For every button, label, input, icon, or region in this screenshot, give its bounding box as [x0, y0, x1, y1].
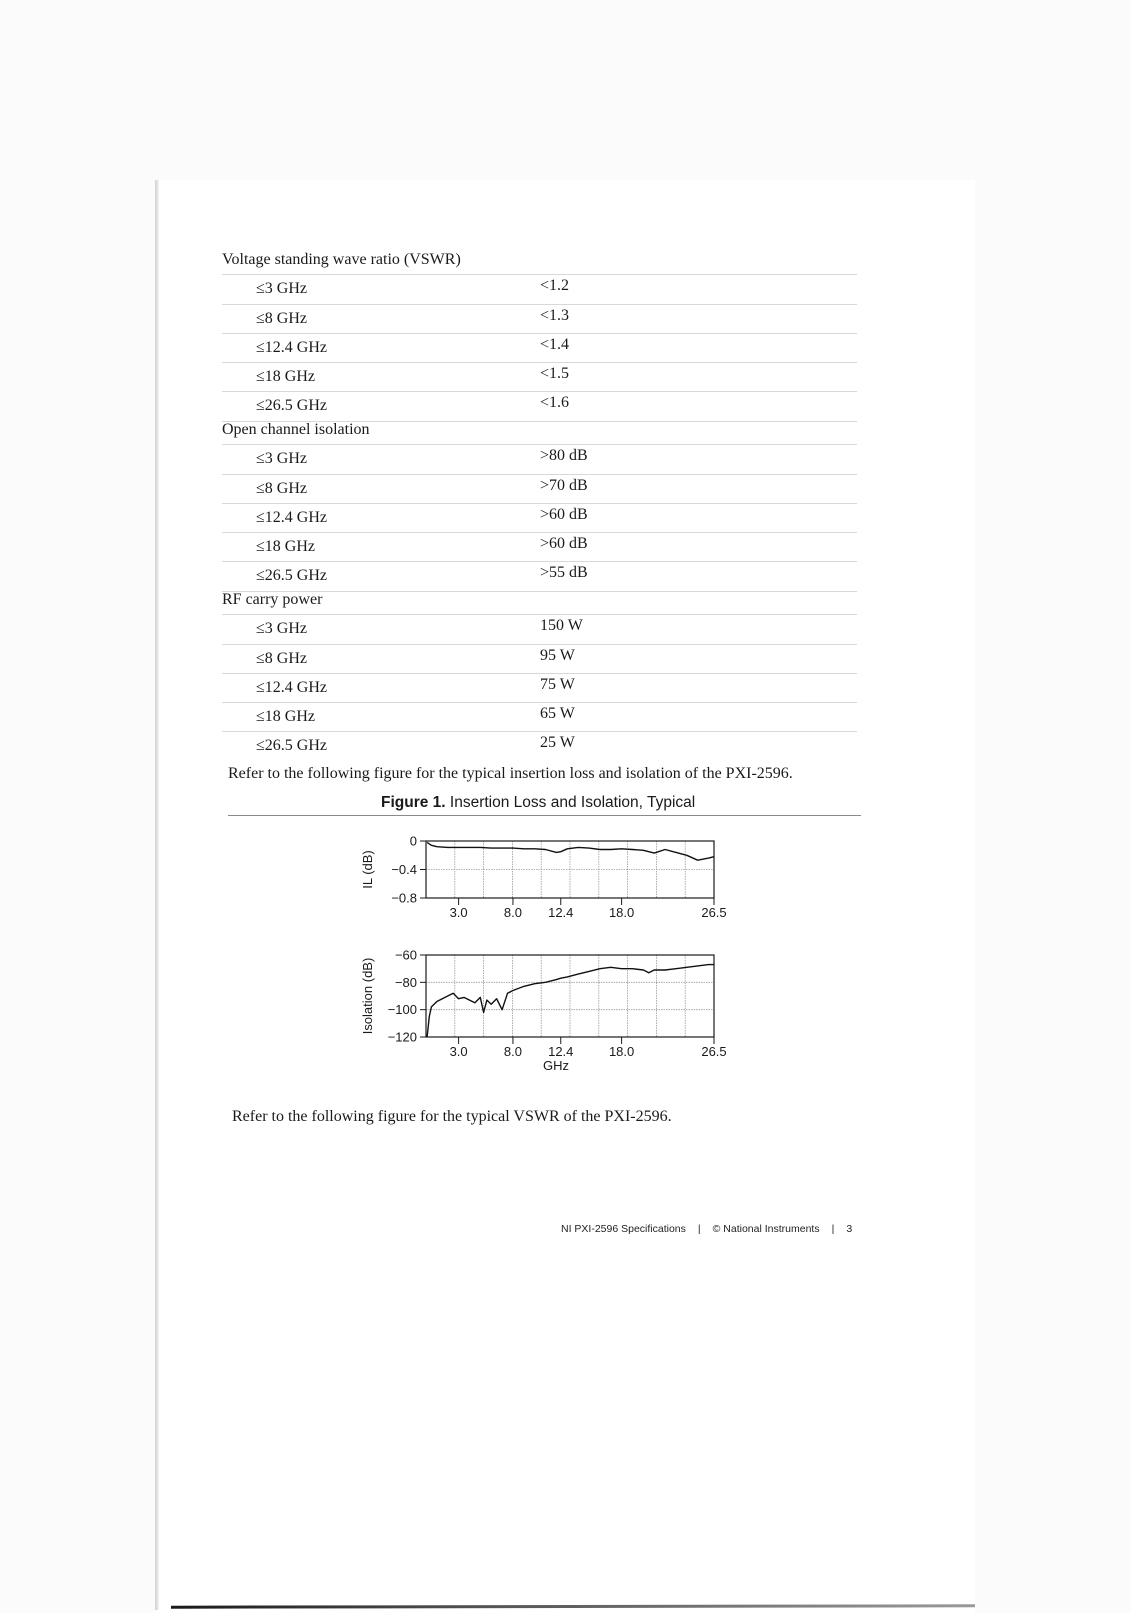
spec-label: ≤26.5 GHz	[256, 737, 327, 755]
spec-label: ≤18 GHz	[256, 368, 315, 386]
section-title: Open channel isolation	[222, 421, 370, 438]
spec-label: ≤3 GHz	[256, 450, 307, 468]
insertion-loss-chart	[350, 830, 730, 920]
section-header-rf-power	[222, 586, 857, 615]
spec-value: >80 dB	[540, 447, 588, 465]
insertion-loss-reference-text: Refer to the following figure for the typical insertion loss and isolation of the PXI-2596.	[228, 765, 793, 782]
svg-text:8.0: 8.0	[503, 905, 522, 920]
spec-label: ≤26.5 GHz	[256, 567, 327, 585]
spec-row	[222, 363, 857, 392]
spec-value: >60 dB	[540, 535, 588, 553]
spec-value: <1.4	[540, 335, 570, 353]
footer-copyright: © National Instruments	[712, 1223, 820, 1235]
figure-number: Figure 1.	[381, 794, 446, 811]
spec-value: >60 dB	[540, 505, 588, 523]
spec-row	[222, 445, 857, 474]
svg-text:12.4: 12.4	[548, 905, 574, 920]
svg-text:18.0: 18.0	[608, 905, 635, 920]
svg-text:12.4: 12.4	[548, 1044, 574, 1059]
spec-value: 65 W	[540, 705, 575, 723]
vswr-spec-table	[222, 246, 857, 422]
spec-row	[222, 645, 857, 674]
spec-label: ≤26.5 GHz	[256, 397, 327, 415]
spec-value: <1.3	[540, 306, 570, 324]
svg-text:GHz: GHz	[543, 1058, 569, 1073]
svg-text:Isolation (dB): Isolation (dB)	[360, 957, 375, 1035]
spec-value: <1.6	[540, 394, 570, 412]
spec-row	[222, 504, 857, 533]
svg-text:−100: −100	[387, 1002, 417, 1018]
figure-caption-text: Insertion Loss and Isolation, Typical	[449, 794, 696, 811]
svg-text:26.5: 26.5	[701, 905, 727, 920]
svg-text:8.0: 8.0	[503, 1044, 522, 1059]
figure-rule	[228, 815, 861, 816]
spec-row	[222, 334, 857, 363]
svg-text:−80: −80	[394, 974, 417, 990]
page-footer	[561, 1223, 858, 1235]
svg-text:−120: −120	[387, 1029, 417, 1045]
spec-label: ≤3 GHz	[256, 280, 307, 298]
vswr-reference-text: Refer to the following figure for the typical VSWR of the PXI-2596.	[232, 1108, 672, 1125]
isolation-chart	[350, 940, 730, 1075]
spec-row	[222, 533, 857, 562]
page-number: 3	[846, 1223, 853, 1235]
spec-value: <1.5	[540, 365, 570, 383]
section-title: Voltage standing wave ratio (VSWR)	[222, 251, 461, 268]
svg-text:3.0: 3.0	[449, 905, 468, 920]
spec-row	[222, 275, 857, 304]
spec-row	[222, 475, 857, 504]
isolation-spec-table	[222, 416, 857, 592]
spec-value: 95 W	[540, 646, 575, 664]
spec-label: ≤8 GHz	[256, 309, 307, 327]
svg-text:−0.4: −0.4	[391, 862, 417, 877]
spec-label: ≤3 GHz	[256, 620, 307, 638]
spec-value: 25 W	[540, 734, 575, 752]
svg-text:IL (dB): IL (dB)	[360, 850, 375, 889]
figure-caption	[381, 794, 695, 812]
spec-value: >55 dB	[540, 564, 588, 582]
svg-text:26.5: 26.5	[701, 1044, 727, 1059]
spec-row	[222, 674, 857, 703]
rf-power-spec-table	[222, 586, 857, 761]
spec-value: 150 W	[540, 617, 583, 635]
spec-label: ≤12.4 GHz	[256, 508, 327, 526]
section-header-vswr	[222, 246, 857, 275]
spec-row	[222, 732, 857, 760]
section-header-isolation	[222, 416, 857, 445]
spec-row	[222, 305, 857, 334]
spec-row	[222, 703, 857, 732]
footer-doc-title: NI PXI-2596 Specifications	[561, 1223, 686, 1235]
spec-label: ≤18 GHz	[256, 538, 315, 556]
svg-text:−60: −60	[394, 947, 417, 963]
spec-value: 75 W	[540, 675, 575, 693]
svg-text:3.0: 3.0	[449, 1044, 468, 1059]
spec-value: >70 dB	[540, 476, 588, 494]
spec-value: <1.2	[540, 277, 570, 295]
svg-text:−0.8: −0.8	[391, 890, 417, 906]
page-edge-left	[155, 180, 159, 1610]
spec-row	[222, 615, 857, 644]
footer-separator: |	[831, 1223, 835, 1235]
svg-text:0: 0	[409, 833, 417, 849]
svg-text:18.0: 18.0	[608, 1044, 635, 1059]
spec-label: ≤8 GHz	[256, 649, 307, 667]
spec-label: ≤12.4 GHz	[256, 338, 327, 356]
spec-label: ≤8 GHz	[256, 479, 307, 497]
section-title: RF carry power	[222, 591, 323, 608]
spec-label: ≤18 GHz	[256, 708, 315, 726]
footer-separator: |	[697, 1223, 701, 1235]
spec-label: ≤12.4 GHz	[256, 678, 327, 696]
